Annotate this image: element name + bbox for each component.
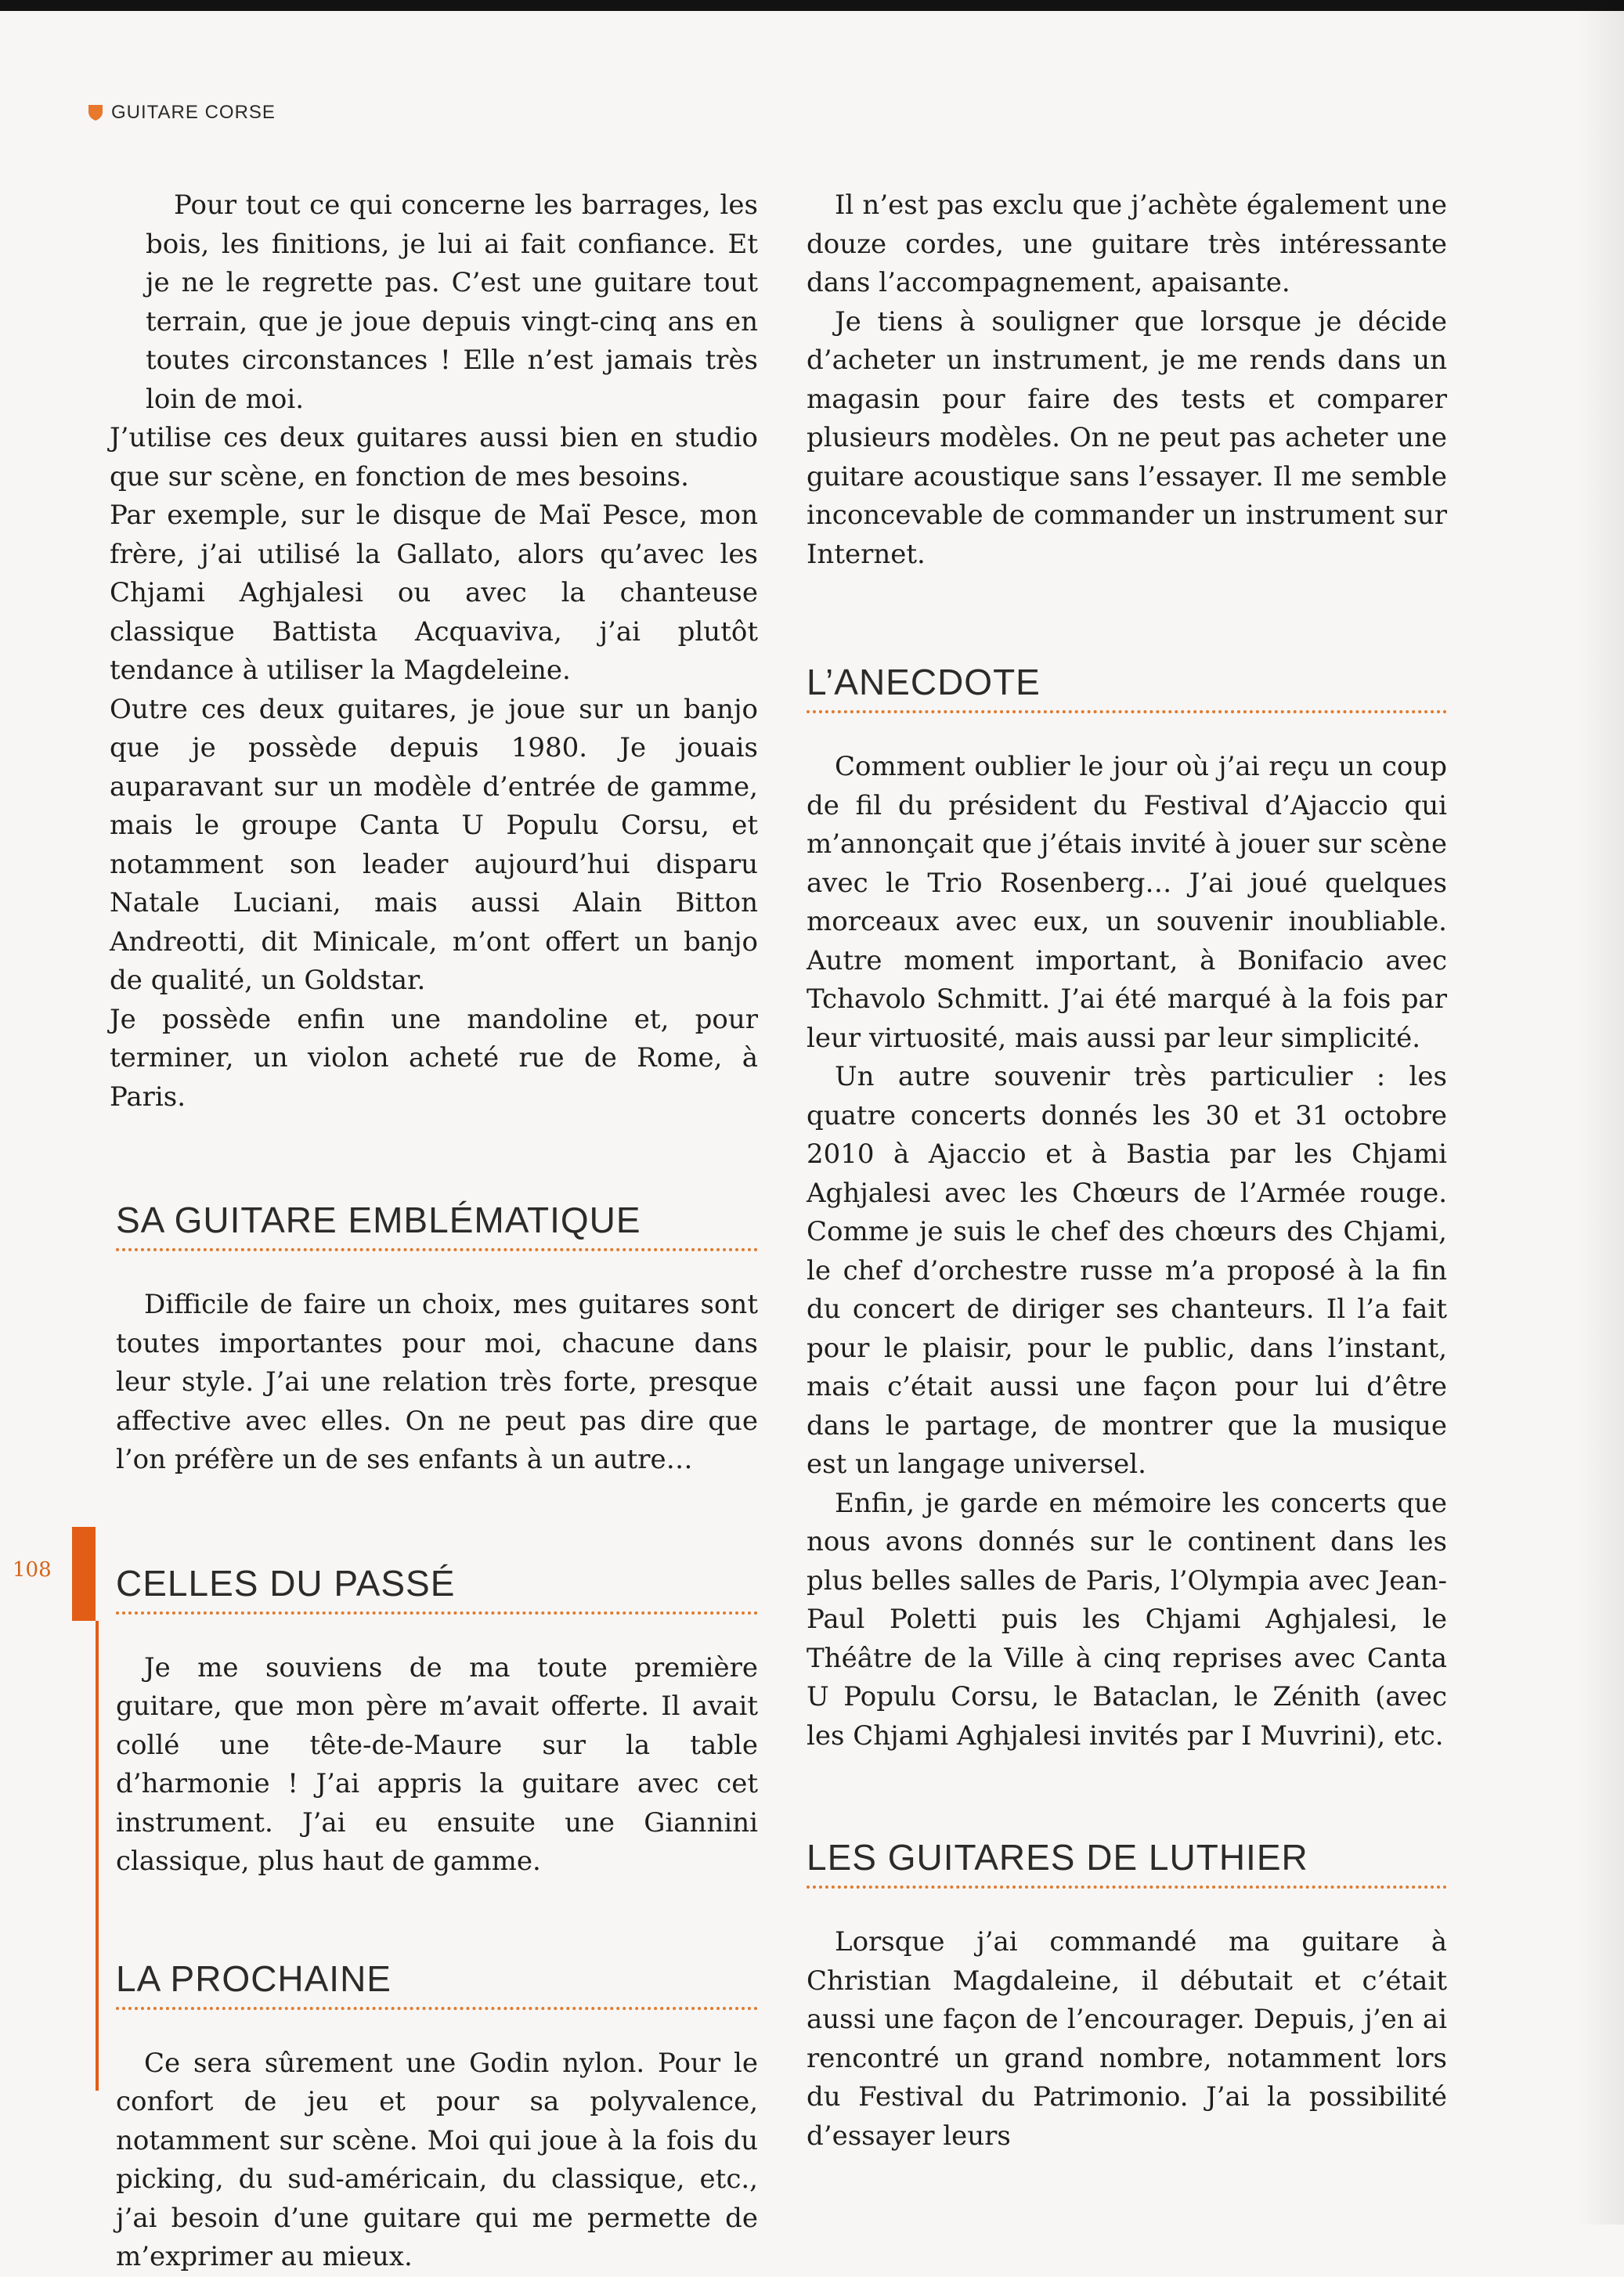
- paragraph: Lorsque j’ai commandé ma guitare à Christian Magdaleine, il débutait et c’était aussi une façon de l’encourager. Depuis, j’en ai rencontré un grand nombre, notamment lors du Festival du Patrimonio. J’ai la possibilité d’essayer leurs: [807, 1926, 1447, 2152]
- section-label: GUITARE CORSE: [111, 102, 276, 123]
- paragraph: Je me souviens de ma toute première guitare, que mon père m’avait offerte. Il avait collé une tête-de-Maure sur la table d’harmonie ! J’ai appris la guitare avec cet instrument. J’ai eu ensuite une Giannini classique, plus haut de gamme.: [116, 1651, 758, 1877]
- paragraph: Par exemple, sur le disque de Maï Pesce, mon frère, j’ai utilisé la Gallato, alors qu’avec les Chjami Aghjalesi ou avec la chanteuse classique Battista Acquaviva, j’ai plutôt tendance à utiliser la Magdeleine.: [110, 500, 758, 686]
- page-accent-bar: [72, 1527, 96, 1621]
- scan-top-edge: [0, 0, 1624, 11]
- page-number: 108: [13, 1558, 52, 1582]
- section-heading: CELLES DU PASSÉ: [116, 1562, 456, 1604]
- paragraph: Je possède enfin une mandoline et, pour terminer, un violon acheté rue de Rome, à Paris.: [110, 1003, 758, 1113]
- paragraph: Enfin, je garde en mémoire les concerts que nous avons donnés sur le continent dans les plus belles salles de Paris, l’Olympia avec Jean-Paul Poletti puis les Chjami Aghjalesi, le Théâtre de la Ville à cinq reprises avec Canta U Populu Corsu, le Bataclan, le Zénith (avec les Chjami Aghjalesi invités par I Muvrini), etc.: [807, 1487, 1447, 1752]
- paragraph: J’utilise ces deux guitares aussi bien en studio que sur scène, en fonction de mes besoins.: [110, 422, 758, 493]
- left-column: [110, 186, 758, 2277]
- paragraph: Outre ces deux guitares, je joue sur un banjo que je possède depuis 1980. Je jouais auparavant sur un modèle d’entrée de gamme, mais le groupe Canta U Populu Corsu, et notamment son leader aujourd’hui disparu Natale Luciani, mais aussi Alain Bitton Andreotti, dit Minicale, m’ont offert un banjo de qualité, un Goldstar.: [110, 693, 758, 996]
- section-heading: SA GUITARE EMBLÉMATIQUE: [116, 1200, 641, 1240]
- paragraph: Je tiens à souligner que lorsque je décide d’acheter un instrument, je me rends dans un magasin pour faire des tests et comparer plusieurs modèles. On ne peut pas acheter une guitare acoustique sans l’essayer. Il me semble inconcevable de commander un instrument sur Internet.: [807, 305, 1447, 570]
- page-accent-line: [96, 1621, 99, 2091]
- section-heading: LES GUITARES DE LUTHIER: [807, 1837, 1308, 1878]
- page-shadow: [1577, 0, 1624, 2225]
- right-column: [807, 186, 1447, 2156]
- shield-icon: [88, 104, 103, 121]
- running-header: [88, 102, 276, 124]
- paragraph: Ce sera sûrement une Godin nylon. Pour le confort de jeu et pour sa polyvalence, notamment sur scène. Moi qui joue à la fois du picking, du sud-américain, du classique, etc., j’ai besoin d’une guitare qui me permette de m’exprimer au mieux.: [116, 2047, 758, 2272]
- paragraph: Comment oublier le jour où j’ai reçu un coup de fil du président du Festival d’Ajaccio qui m’annonçait que j’étais invité à jouer sur scène avec le Trio Rosenberg… J’ai joué quelques morceaux avec eux, un souvenir inoubliable. Autre moment important, à Bonifacio avec Tchavolo Schmitt. J’ai été marqué à la fois par leur virtuosité, mais aussi par leur simplicité.: [807, 751, 1447, 1054]
- section-heading: L’ANECDOTE: [807, 662, 1041, 702]
- paragraph: Difficile de faire un choix, mes guitares sont toutes importantes pour moi, chacune dans leur style. J’ai une relation très forte, presque affective avec elles. On ne peut pas dire que l’on préfère un de ses enfants à un autre…: [116, 1289, 758, 1475]
- paragraph: Pour tout ce qui concerne les barrages, les bois, les finitions, je lui ai fait confiance. Et je ne le regrette pas. C’est une guitare tout terrain, que je joue depuis vingt-cinq ans en toutes circonstances ! Elle n’est jamais très loin de moi.: [146, 189, 758, 415]
- paragraph: Il n’est pas exclu que j’achète également une douze cordes, une guitare très intéressante dans l’accompagnement, apaisante.: [807, 189, 1447, 298]
- paragraph: Un autre souvenir très particulier : les quatre concerts donnés les 30 et 31 octobre 2010 à Ajaccio et à Bastia par les Chjami Aghjalesi avec les Chœurs de l’Armée rouge. Comme je suis le chef des chœurs des Chjami, le chef d’orchestre russe m’a proposé à la fin du concert de diriger ses chanteurs. Il l’a fait pour le plaisir, pour le public, dans l’instant, mais c’était aussi une façon pour lui d’être dans le partage, de montrer que la musique est un langage universel.: [807, 1061, 1447, 1480]
- section-heading: LA PROCHAINE: [116, 1958, 392, 1999]
